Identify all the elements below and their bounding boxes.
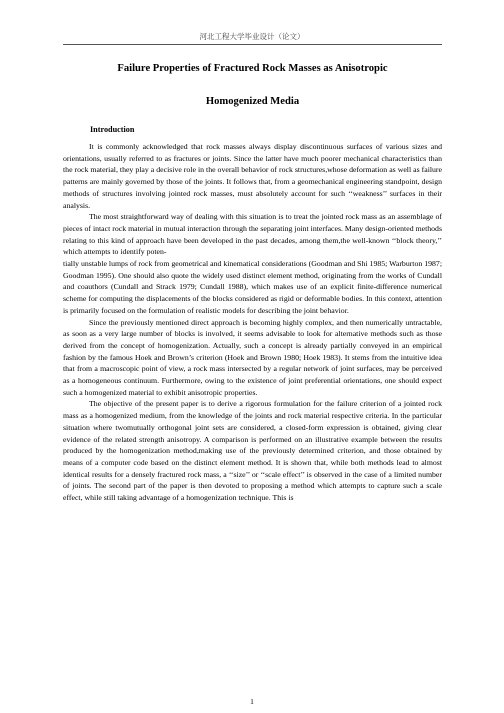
body-text <box>63 141 442 504</box>
paragraph: Since the previously mentioned direct approach is becoming highly complex, and then numerically untractable, as soon as a very large number of blocks is involved, it seems advisable to look for alternative methods such as those derived from the concept of homogenization. Actually, such a concept is already partially conveyed in an empirical fashion by the famous Hoek and Brown’s criterion (Hoek and Brown 1980; Hoek 1983). It stems from the intuitive idea that from a macroscopic point of view, a rock mass intersected by a regular network of joint surfaces, may be perceived as a homogeneous continuum. Furthermore, owing to the existence of joint preferential orientations, one should expect such a homogenized material to exhibit anisotropic properties. <box>63 317 442 397</box>
paper-title-line-1: Failure Properties of Fractured Rock Masses as Anisotropic <box>117 63 388 74</box>
page-number: 1 <box>250 697 254 706</box>
paragraph-continuation: tially unstable lumps of rock from geometrical and kinematical considerations (Goodman and Shi 1985; Warburton 1987; Goodman 1995). One should also quote the widely used distinct element method, originating from the works of Cundall and coauthors (Cundall and Strack 1979; Cundall 1988), which makes use of an explicit finite-difference numerical scheme for computing the displacements of the blocks considered as rigid or deformable bodies. In this context, attention is primarily focused on the formulation of realistic models for describing the joint behavior. <box>63 259 442 315</box>
page-header: 河北工程大学毕业设计（论文） <box>199 32 305 41</box>
paper-title-line-2: Homogenized Media <box>205 96 300 107</box>
header-divider <box>63 44 442 45</box>
section-heading: Introduction <box>90 125 135 134</box>
paragraph: It is commonly acknowledged that rock masses always display discontinuous surfaces of various sizes and orientations, usually referred to as fractures or joints. Since the latter have much poorer mechanical characteristics than the rock material, they play a decisive role in the overall behavior of rock structures,whose deformation as well as failure patterns are mainly governed by those of the joints. It follows that, from a geomechanical engineering standpoint, design methods of structures involving jointed rock masses, must absolutely account for such ‘‘weakness’’ surfaces in their analysis. <box>63 142 442 210</box>
paragraph: The most straightforward way of dealing with this situation is to treat the jointed rock mass as an assemblage of pieces of intact rock material in mutual interaction through the separating joint interfaces. Many design-oriented methods relating to this kind of approach have been developed in the past decades, among them,the well-known ‘‘block theory,’’ which attempts to identify poten- <box>63 212 442 257</box>
paragraph: The objective of the present paper is to derive a rigorous formulation for the failure criterion of a jointed rock mass as a homogenized medium, from the knowledge of the joints and rock material respective criteria. In the particular situation where twomutually orthogonal joint sets are considered, a closed-form expression is obtained, giving clear evidence of the related strength anisotropy. A comparison is performed on an illustrative example between the results produced by the homogenization method,making use of the previously determined criterion, and those obtained by means of a computer code based on the distinct element method. It is shown that, while both methods lead to almost identical results for a densely fractured rock mass, a ‘‘size’’ or ‘‘scale effect’’ is observed in the case of a limited number of joints. The second part of the paper is then devoted to proposing a method which attempts to capture such a scale effect, while still taking advantage of a homogenization technique. This is <box>63 399 442 503</box>
